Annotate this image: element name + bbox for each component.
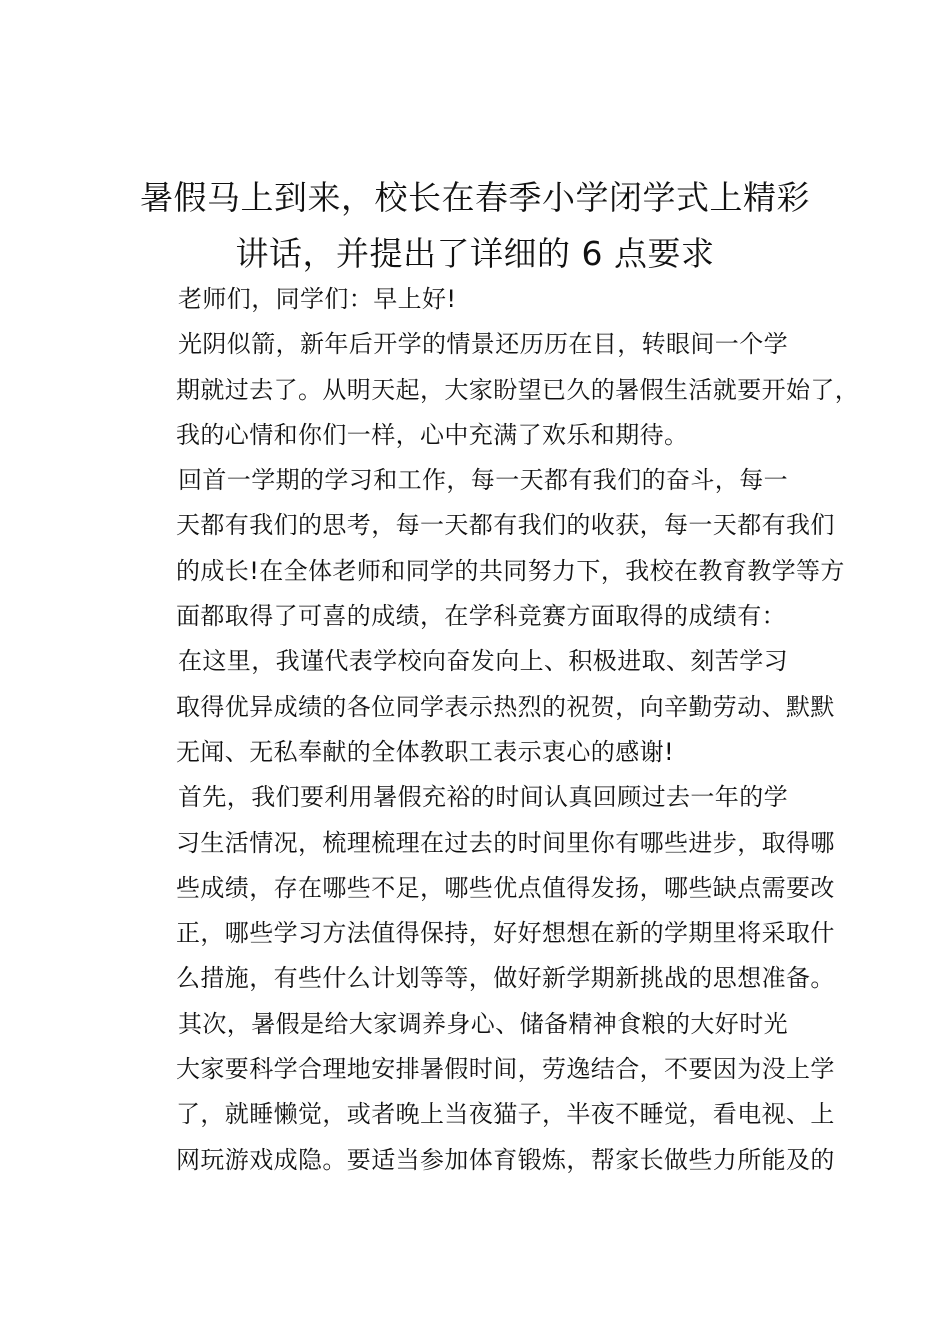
text-line: 些成绩，存在哪些不足，哪些优点值得发扬，哪些缺点需要改 <box>176 873 835 902</box>
text-line: 网玩游戏成隐。要适当参加体育锻炼，帮家长做些力所能及的 <box>176 1145 835 1174</box>
text-line: 回首一学期的学习和工作，每一天都有我们的奋斗，每一 <box>178 466 788 495</box>
document-title <box>110 170 840 282</box>
text-line: 天都有我们的思考，每一天都有我们的收获，每一天都有我们 <box>176 511 835 540</box>
text-line: 大家要科学合理地安排暑假时间，劳逸结合，不要因为没上学 <box>176 1055 835 1084</box>
paragraph-greeting <box>128 277 828 322</box>
text-line: 面都取得了可喜的成绩，在学科竞赛方面取得的成绩有： <box>176 602 786 631</box>
text-line: 正，哪些学习方法值得保持，好好想想在新的学期里将采取什 <box>176 919 835 948</box>
paragraph <box>128 322 860 458</box>
paragraph <box>128 458 845 639</box>
title-line: 暑假马上到来，校长在春季小学闭学式上精彩 <box>140 178 810 217</box>
text-line: 么措施，有些什么计划等等，做好新学期新挑战的思想准备。 <box>176 964 835 993</box>
text-line: 其次，暑假是给大家调养身心、储备精神食粮的大好时光 <box>178 1009 788 1038</box>
paragraph <box>128 639 835 775</box>
text-line: 在这里，我谨代表学校向奋发向上、积极进取、刻苦学习 <box>178 647 788 676</box>
text-line: 的成长!在全体老师和同学的共同努力下，我校在教育教学等方 <box>176 556 845 585</box>
text-line: 了，就睡懒觉，或者晚上当夜猫子，半夜不睡觉，看电视、上 <box>176 1100 835 1129</box>
text-line: 取得优异成绩的各位同学表示热烈的祝贺，向辛勤劳动、默默 <box>176 692 835 721</box>
paragraph <box>128 1002 835 1183</box>
text-line: 无闻、无私奉献的全体教职工表示衷心的感谢! <box>176 737 675 766</box>
paragraph <box>128 775 835 1001</box>
text-line: 期就过去了。从明天起，大家盼望已久的暑假生活就要开始了， <box>176 375 860 404</box>
text-line: 老师们，同学们：早上好! <box>178 285 457 313</box>
document-body <box>128 277 860 1183</box>
text-line: 我的心情和你们一样，心中充满了欢乐和期待。 <box>176 420 689 449</box>
text-line: 光阴似箭，新年后开学的情景还历历在目，转眼间一个学 <box>178 330 788 359</box>
text-line: 首先，我们要利用暑假充裕的时间认真回顾过去一年的学 <box>178 783 788 812</box>
title-line: 讲话，并提出了详细的 6 点要求 <box>235 234 715 273</box>
text-line: 习生活情况，梳理梳理在过去的时间里你有哪些进步，取得哪 <box>176 828 835 857</box>
